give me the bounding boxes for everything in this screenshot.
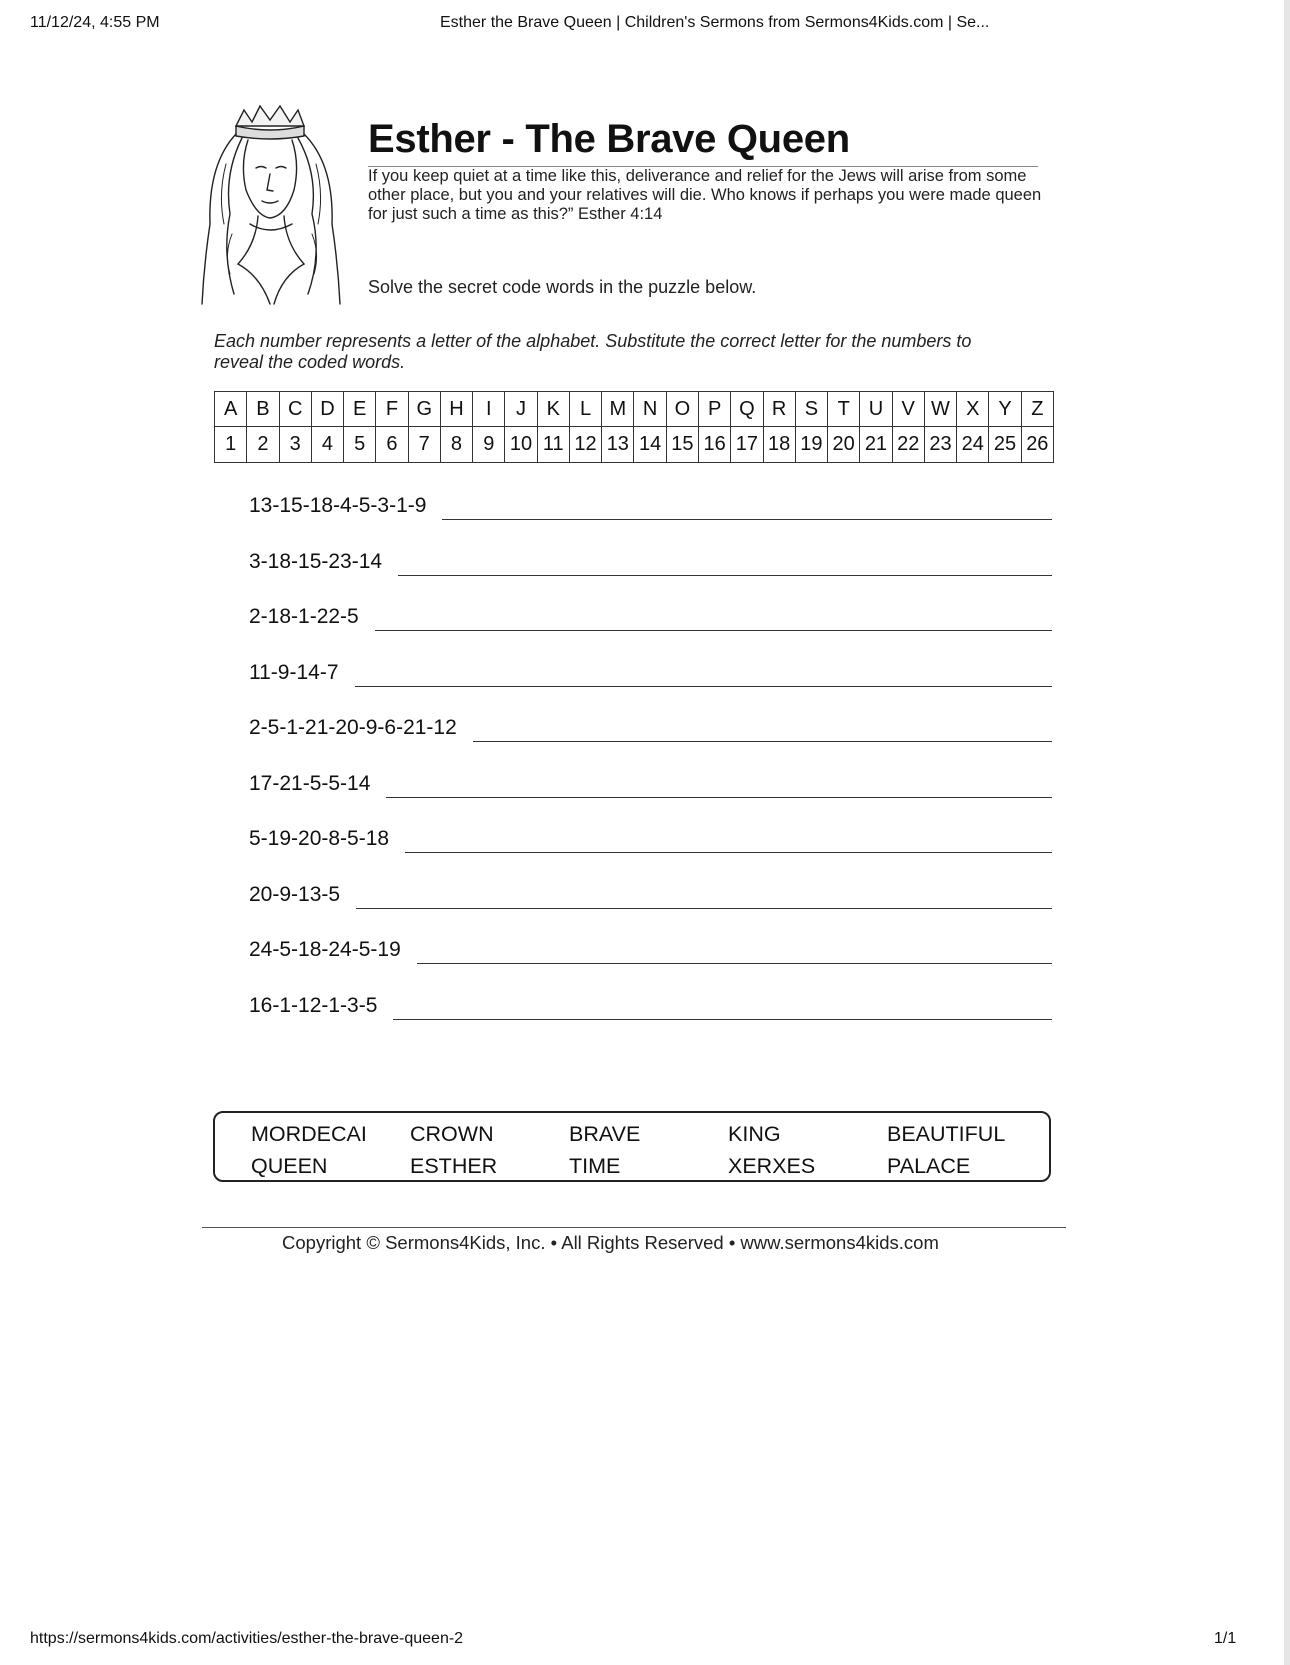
cipher-letter-cell: R [763, 392, 795, 427]
cipher-number-cell: 20 [828, 427, 860, 463]
cipher-letter-cell: F [376, 392, 408, 427]
cipher-number-cell: 4 [311, 427, 343, 463]
cipher-number-cell: 11 [537, 427, 569, 463]
cipher-letters-row [215, 392, 1054, 427]
cipher-number-cell: 1 [215, 427, 247, 463]
word-bank-word: ESTHER [410, 1154, 498, 1178]
cipher-letter-cell: L [569, 392, 601, 427]
word-bank-word: TIME [569, 1154, 621, 1178]
cipher-number-cell: 19 [795, 427, 827, 463]
coded-word-item [249, 549, 1052, 605]
coded-word: 3-18-15-23-14 [249, 549, 383, 573]
cipher-number-cell: 3 [279, 427, 311, 463]
cipher-letter-cell: Z [1021, 392, 1053, 427]
cipher-letter-cell: Q [731, 392, 763, 427]
coded-word-item [249, 771, 1052, 827]
cipher-letter-cell: Y [989, 392, 1021, 427]
answer-line [398, 575, 1052, 576]
cipher-number-cell: 21 [860, 427, 892, 463]
word-bank-word: KING [728, 1122, 781, 1146]
word-bank-word: XERXES [728, 1154, 816, 1178]
instructions: Each number represents a letter of the alphabet. Substitute the correct letter for the numbers to reveal the coded words. [214, 331, 972, 372]
cipher-letter-cell: O [666, 392, 698, 427]
coded-word: 5-19-20-8-5-18 [249, 827, 390, 850]
cipher-number-cell: 12 [569, 427, 601, 463]
cipher-letter-cell: U [860, 392, 892, 427]
cipher-number-cell: 14 [634, 427, 666, 463]
word-bank-word: BRAVE [569, 1122, 641, 1146]
cipher-letter-cell: W [924, 392, 956, 427]
cipher-number-cell: 2 [247, 427, 279, 463]
word-bank [213, 1111, 1051, 1182]
answer-line [393, 1019, 1052, 1020]
cipher-letter-cell: B [247, 392, 279, 427]
coded-word-item [249, 660, 1052, 716]
cipher-letter-cell: D [311, 392, 343, 427]
word-bank-word: QUEEN [251, 1154, 328, 1178]
coded-word: 24-5-18-24-5-19 [249, 938, 401, 961]
answer-line [405, 852, 1052, 853]
answer-line [386, 797, 1052, 798]
cipher-number-cell: 18 [763, 427, 795, 463]
cipher-number-cell: 10 [505, 427, 537, 463]
cipher-number-cell: 15 [666, 427, 698, 463]
coded-word: 2-5-1-21-20-9-6-21-12 [249, 716, 457, 739]
copyright-notice: Copyright © Sermons4Kids, Inc. • All Rights Reserved • www.sermons4kids.com [282, 1232, 939, 1253]
print-page-number: 1/1 [1214, 1630, 1237, 1647]
cipher-number-cell: 7 [408, 427, 440, 463]
word-bank-word: PALACE [887, 1154, 971, 1178]
cipher-number-cell: 16 [698, 427, 730, 463]
footer-divider [202, 1227, 1066, 1228]
queen-esther-illustration [200, 104, 345, 309]
word-bank-word: BEAUTIFUL [887, 1122, 1006, 1146]
cipher-number-cell: 25 [989, 427, 1021, 463]
cipher-letter-cell: M [602, 392, 634, 427]
cipher-letter-cell: E [344, 392, 376, 427]
cipher-letter-cell: X [957, 392, 989, 427]
cipher-letter-cell: C [279, 392, 311, 427]
coded-word: 17-21-5-5-14 [249, 771, 371, 795]
cipher-letter-cell: T [828, 392, 860, 427]
cipher-letter-cell: G [408, 392, 440, 427]
cipher-letter-cell: H [440, 392, 472, 427]
cipher-key-table [214, 391, 1054, 463]
cipher-number-cell: 22 [892, 427, 924, 463]
cipher-letter-cell: A [215, 392, 247, 427]
cipher-letter-cell: N [634, 392, 666, 427]
cipher-letter-cell: S [795, 392, 827, 427]
word-bank-word: CROWN [410, 1122, 494, 1146]
cipher-number-cell: 17 [731, 427, 763, 463]
coded-word-item [249, 882, 1052, 938]
cipher-letter-cell: V [892, 392, 924, 427]
coded-word: 2-18-1-22-5 [249, 605, 359, 628]
coded-word-item [249, 826, 1052, 882]
page-edge [1284, 0, 1290, 1665]
cipher-number-cell: 5 [344, 427, 376, 463]
coded-word-item [249, 493, 1052, 549]
coded-word: 13-15-18-4-5-3-1-9 [249, 494, 427, 517]
coded-word-item [249, 604, 1052, 660]
print-url: https://sermons4kids.com/activities/esther-the-brave-queen-2 [30, 1630, 464, 1647]
coded-word-item [249, 993, 1052, 1049]
cipher-numbers-row [215, 427, 1054, 463]
cipher-number-cell: 23 [924, 427, 956, 463]
cipher-number-cell: 8 [440, 427, 472, 463]
cipher-number-cell: 13 [602, 427, 634, 463]
cipher-letter-cell: J [505, 392, 537, 427]
coded-word-item [249, 937, 1052, 993]
answer-line [356, 908, 1052, 909]
answer-line [355, 686, 1053, 687]
coded-word-item [249, 715, 1052, 771]
cipher-number-cell: 24 [957, 427, 989, 463]
print-page-title: Esther the Brave Queen | Children's Sermons from Sermons4Kids.com | Se... [440, 14, 990, 31]
cipher-letter-cell: K [537, 392, 569, 427]
answer-line [375, 630, 1052, 631]
solve-prompt: Solve the secret code words in the puzzle below. [368, 277, 757, 297]
print-date: 11/12/24, 4:55 PM [30, 14, 160, 31]
coded-word: 20-9-13-5 [249, 882, 341, 906]
answer-line [442, 519, 1052, 520]
cipher-number-cell: 9 [473, 427, 505, 463]
cipher-letter-cell: P [698, 392, 730, 427]
cipher-letter-cell: I [473, 392, 505, 427]
coded-words-list [249, 493, 1052, 1048]
worksheet-title: Esther - The Brave Queen [368, 114, 1038, 167]
word-bank-word: MORDECAI [251, 1122, 367, 1146]
scripture-verse: If you keep quiet at a time like this, deliverance and relief for the Jews will arise from some other place, but you and your relatives will die. Who knows if perhaps you were made queen for just such a time as this?” Esther 4:14 [368, 167, 1042, 223]
answer-line [473, 741, 1052, 742]
cipher-number-cell: 6 [376, 427, 408, 463]
cipher-number-cell: 26 [1021, 427, 1053, 463]
coded-word: 16-1-12-1-3-5 [249, 993, 378, 1017]
coded-word: 11-9-14-7 [249, 660, 339, 684]
answer-line [417, 963, 1052, 964]
